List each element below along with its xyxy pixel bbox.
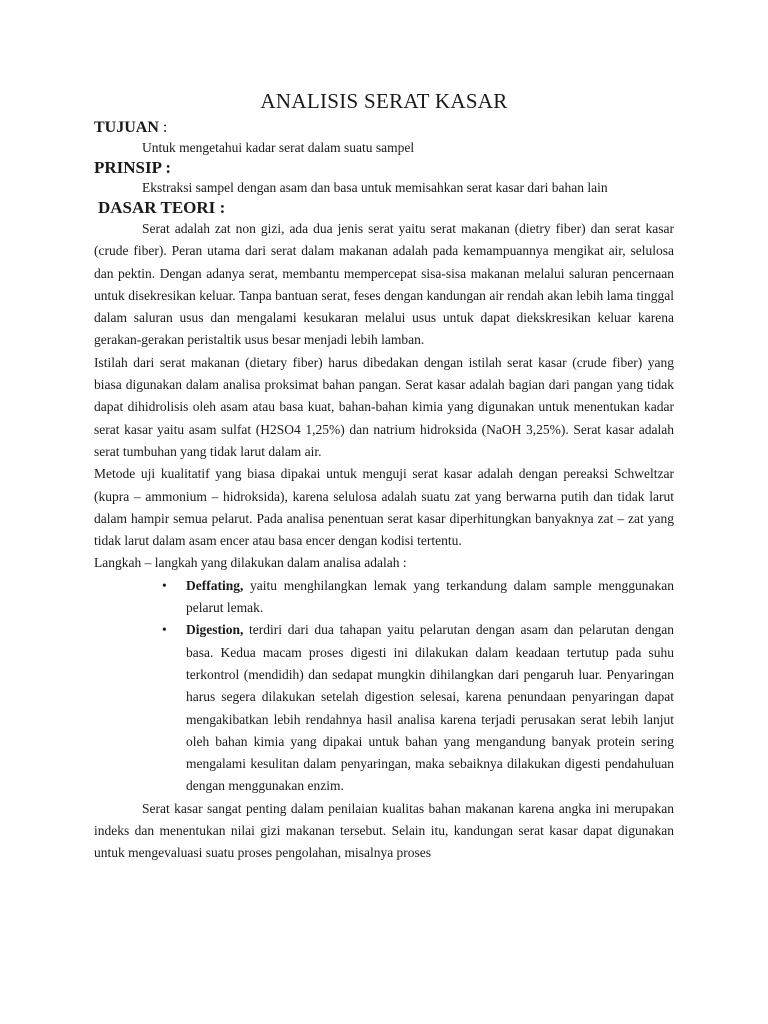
step-text-deffating: yaitu menghilangkan lemak yang terkandung dalam sample menggunakan pelarut lemak. [186,577,674,616]
steps-list [94,575,674,798]
step-term-digestion: Digestion, [186,622,244,638]
tujuan-heading-label: TUJUAN [94,119,159,136]
paragraph-serat-definition: Serat adalah zat non gizi, ada dua jenis serat yaitu serat makanan (dietry fiber) dan serat kasar (crude fiber). Peran utama dari serat dalam makanan adalah pada kemampuannya mengikat air, selulosa dan pektin. Dengan adanya serat, membantu mempercepat sisa-sisa makanan melalui saluran pencernaan untuk disekresikan keluar. Tanpa bantuan serat, feses dengan kandungan air rendah akan lebih lama tinggal dalam saluran usus dan mengalami kesukaran melalui usus untuk dapat diekskresikan keluar karena gerakan-gerakan peristaltik usus besar menjadi lebih lamban. [94,221,674,348]
dasar-teori-heading [94,198,674,218]
paragraph-crude-fiber: Istilah dari serat makanan (dietary fiber) harus dibedakan dengan istilah serat kasar (crude fiber) yang biasa digunakan dalam analisa proksimat bahan pangan. Serat kasar adalah bagian dari pangan yang tidak dapat dihidrolisis oleh asam atau basa kuat, bahan-bahan kimia yang digunakan untuk menentukan kadar serat kasar yaitu asam sulfat (H2SO4 1,25%) dan natrium hidroksida (NaOH 3,25%). Serat kasar adalah serat tumbuhan yang tidak larut dalam air. [94,354,674,459]
paragraph-langkah-intro: Langkah – langkah yang dilakukan dalam analisa adalah : [94,555,407,571]
page-title: ANALISIS SERAT KASAR [260,89,508,113]
paragraph-metode-uji: Metode uji kualitatif yang biasa dipakai untuk menguji serat kasar adalah dengan pereaksi Schweltzar (kupra – ammonium – hidroksida), karena selulosa adalah suatu zat yang berwarna putih dan tidak larut dalam hampir semua pelarut. Pada analisa penentuan serat kasar diperhitungkan banyaknya zat – zat yang tidak larut dalam asam encer atau basa encer dengan kodisi tertentu. [94,466,674,549]
list-item [162,619,674,797]
list-item [162,575,674,620]
dasar-teori-heading-colon: : [215,198,226,217]
prinsip-text: Ekstraksi sampel dengan asam dan basa untuk memisahkan serat kasar dari bahan lain [142,180,608,195]
prinsip-heading: PRINSIP : [94,158,171,177]
paragraph-closing: Serat kasar sangat penting dalam penilaian kualitas bahan makanan karena angka ini merupakan indeks dan menentukan nilai gizi makanan tersebut. Selain itu, kandungan serat kasar dapat digunakan untuk mengevaluasi suatu proses pengolahan, misalnya proses [94,800,674,861]
step-term-deffating: Deffating, [186,577,244,593]
tujuan-heading-colon: : [158,119,168,136]
bullet-icon: • [162,577,167,593]
tujuan-heading [94,118,674,138]
tujuan-text: Untuk mengetahui kadar serat dalam suatu sampel [142,140,415,155]
dasar-teori-heading-label: DASAR TEORI [98,198,216,217]
bullet-icon: • [162,622,167,638]
step-text-digestion: terdiri dari dua tahapan yaitu pelarutan dengan asam dan pelarutan dengan basa. Kedua macam proses digesti ini dilakukan dalam keadaan tertutup pada suhu terkontrol (mendidih) dan sedapat mungkin dihilangkan dari pengaruh luar. Penyaringan harus segera dilakukan setelah digestion selesai, karena penundaan penyaringan dapat mengakibatkan lebih rendahnya hasil analisa karena terjadi perusakan serat lebih lanjut oleh bahan kimia yang dipakai untuk bahan yang mengandung banyak protein sering mengalami kesulitan dalam penyaringan, maka sebaiknya dilakukan digesti pendahuluan dengan menggunakan enzim. [186,622,674,794]
